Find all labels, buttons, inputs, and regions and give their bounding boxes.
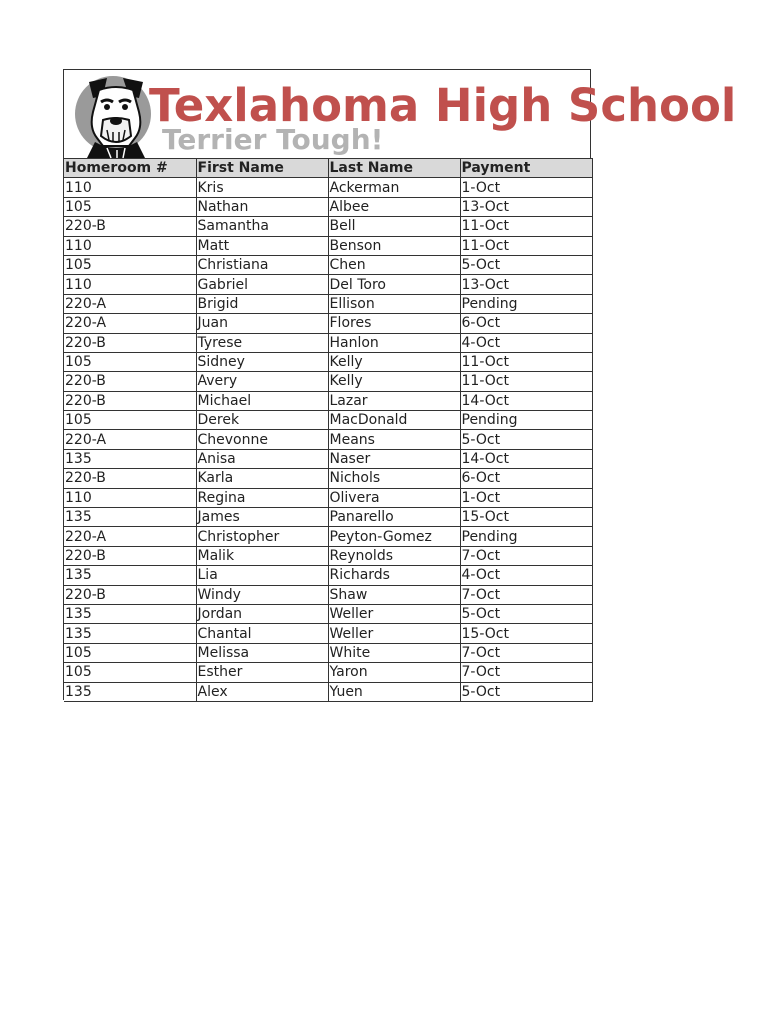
cell-first-name[interactable]: Lia — [196, 566, 328, 585]
cell-last-name[interactable]: Ackerman — [328, 178, 460, 197]
cell-payment[interactable]: 6-Oct — [460, 469, 592, 488]
cell-payment[interactable]: 11-Oct — [460, 352, 592, 371]
cell-last-name[interactable]: Naser — [328, 449, 460, 468]
cell-first-name[interactable]: Jordan — [196, 604, 328, 623]
table-row — [64, 488, 592, 507]
cell-last-name[interactable]: Richards — [328, 566, 460, 585]
cell-payment[interactable]: 15-Oct — [460, 624, 592, 643]
header-first-name[interactable]: First Name — [196, 159, 328, 178]
cell-payment[interactable]: 5-Oct — [460, 430, 592, 449]
cell-last-name[interactable]: Means — [328, 430, 460, 449]
cell-last-name[interactable]: Yaron — [328, 663, 460, 682]
cell-payment[interactable]: 1-Oct — [460, 488, 592, 507]
school-slogan: Terrier Tough! — [162, 123, 384, 156]
cell-payment[interactable]: Pending — [460, 294, 592, 313]
cell-payment[interactable]: 7-Oct — [460, 585, 592, 604]
cell-homeroom[interactable]: 220-B — [64, 585, 196, 604]
payment-table — [64, 158, 593, 702]
cell-first-name[interactable]: Karla — [196, 469, 328, 488]
cell-payment[interactable]: Pending — [460, 411, 592, 430]
table-row — [64, 255, 592, 274]
cell-first-name[interactable]: Anisa — [196, 449, 328, 468]
header-payment[interactable]: Payment — [460, 159, 592, 178]
school-title: Texlahoma High School — [149, 79, 737, 132]
cell-homeroom[interactable]: 220-B — [64, 333, 196, 352]
cell-first-name[interactable]: James — [196, 508, 328, 527]
cell-last-name[interactable]: Reynolds — [328, 546, 460, 565]
header-homeroom[interactable]: Homeroom # — [64, 159, 196, 178]
cell-last-name[interactable]: Peyton-Gomez — [328, 527, 460, 546]
header-last-name[interactable]: Last Name — [328, 159, 460, 178]
table-row — [64, 352, 592, 371]
cell-first-name[interactable]: Samantha — [196, 217, 328, 236]
table-row — [64, 314, 592, 333]
cell-last-name[interactable]: Shaw — [328, 585, 460, 604]
cell-first-name[interactable]: Malik — [196, 546, 328, 565]
cell-last-name[interactable]: Weller — [328, 604, 460, 623]
table-row — [64, 546, 592, 565]
cell-homeroom[interactable]: 220-A — [64, 314, 196, 333]
cell-homeroom[interactable]: 220-A — [64, 527, 196, 546]
cell-payment[interactable]: Pending — [460, 527, 592, 546]
table-row — [64, 391, 592, 410]
table-row — [64, 604, 592, 623]
cell-last-name[interactable]: Kelly — [328, 352, 460, 371]
cell-payment[interactable]: 14-Oct — [460, 391, 592, 410]
cell-homeroom[interactable]: 105 — [64, 352, 196, 371]
table-row — [64, 449, 592, 468]
cell-last-name[interactable]: Benson — [328, 236, 460, 255]
cell-last-name[interactable]: Ellison — [328, 294, 460, 313]
cell-homeroom[interactable]: 220-B — [64, 217, 196, 236]
cell-payment[interactable]: 7-Oct — [460, 643, 592, 662]
cell-homeroom[interactable]: 220-B — [64, 372, 196, 391]
cell-payment[interactable]: 1-Oct — [460, 178, 592, 197]
cell-payment[interactable]: 13-Oct — [460, 197, 592, 216]
cell-homeroom[interactable]: 110 — [64, 178, 196, 197]
cell-first-name[interactable]: Tyrese — [196, 333, 328, 352]
cell-homeroom[interactable]: 110 — [64, 488, 196, 507]
cell-homeroom[interactable]: 135 — [64, 508, 196, 527]
cell-last-name[interactable]: Panarello — [328, 508, 460, 527]
table-row — [64, 275, 592, 294]
table-row — [64, 527, 592, 546]
cell-payment[interactable]: 6-Oct — [460, 314, 592, 333]
cell-first-name[interactable]: Windy — [196, 585, 328, 604]
cell-homeroom[interactable]: 135 — [64, 449, 196, 468]
cell-homeroom[interactable]: 220-A — [64, 430, 196, 449]
table-row — [64, 178, 592, 197]
table-row — [64, 469, 592, 488]
cell-first-name[interactable]: Chevonne — [196, 430, 328, 449]
table-row — [64, 236, 592, 255]
table-row — [64, 566, 592, 585]
cell-homeroom[interactable]: 105 — [64, 411, 196, 430]
cell-first-name[interactable]: Alex — [196, 682, 328, 701]
cell-last-name[interactable]: Del Toro — [328, 275, 460, 294]
cell-first-name[interactable]: Regina — [196, 488, 328, 507]
table-row — [64, 411, 592, 430]
table-row — [64, 197, 592, 216]
cell-last-name[interactable]: White — [328, 643, 460, 662]
cell-first-name[interactable]: Chantal — [196, 624, 328, 643]
cell-last-name[interactable]: MacDonald — [328, 411, 460, 430]
cell-payment[interactable]: 11-Oct — [460, 217, 592, 236]
table-row — [64, 663, 592, 682]
cell-homeroom[interactable]: 220-B — [64, 546, 196, 565]
table-row — [64, 372, 592, 391]
cell-first-name[interactable]: Sidney — [196, 352, 328, 371]
cell-first-name[interactable]: Kris — [196, 178, 328, 197]
cell-homeroom[interactable]: 135 — [64, 566, 196, 585]
table-row — [64, 643, 592, 662]
cell-first-name[interactable]: Brigid — [196, 294, 328, 313]
cell-payment[interactable]: 13-Oct — [460, 275, 592, 294]
cell-homeroom[interactable]: 135 — [64, 604, 196, 623]
cell-homeroom[interactable]: 135 — [64, 682, 196, 701]
spreadsheet — [63, 69, 737, 700]
cell-last-name[interactable]: Albee — [328, 197, 460, 216]
cell-homeroom[interactable]: 220-B — [64, 469, 196, 488]
cell-homeroom[interactable]: 135 — [64, 624, 196, 643]
table-row — [64, 624, 592, 643]
cell-homeroom[interactable]: 105 — [64, 197, 196, 216]
cell-last-name[interactable]: Flores — [328, 314, 460, 333]
cell-first-name[interactable]: Juan — [196, 314, 328, 333]
cell-first-name[interactable]: Avery — [196, 372, 328, 391]
cell-last-name[interactable]: Hanlon — [328, 333, 460, 352]
cell-last-name[interactable]: Yuen — [328, 682, 460, 701]
cell-homeroom[interactable]: 110 — [64, 236, 196, 255]
table-row — [64, 294, 592, 313]
cell-last-name[interactable]: Nichols — [328, 469, 460, 488]
table-row — [64, 508, 592, 527]
table-row — [64, 217, 592, 236]
cell-payment[interactable]: 7-Oct — [460, 663, 592, 682]
table-header-row — [64, 159, 592, 178]
cell-homeroom[interactable]: 220-A — [64, 294, 196, 313]
cell-first-name[interactable]: Derek — [196, 411, 328, 430]
cell-last-name[interactable]: Lazar — [328, 391, 460, 410]
cell-homeroom[interactable]: 105 — [64, 255, 196, 274]
cell-payment[interactable]: 4-Oct — [460, 566, 592, 585]
cell-payment[interactable]: 4-Oct — [460, 333, 592, 352]
cell-first-name[interactable]: Melissa — [196, 643, 328, 662]
cell-homeroom[interactable]: 220-B — [64, 391, 196, 410]
cell-first-name[interactable]: Christopher — [196, 527, 328, 546]
cell-last-name[interactable]: Weller — [328, 624, 460, 643]
cell-payment[interactable]: 5-Oct — [460, 604, 592, 623]
cell-last-name[interactable]: Chen — [328, 255, 460, 274]
cell-payment[interactable]: 14-Oct — [460, 449, 592, 468]
cell-homeroom[interactable]: 105 — [64, 663, 196, 682]
table-row — [64, 333, 592, 352]
cell-payment[interactable]: 11-Oct — [460, 372, 592, 391]
cell-first-name[interactable]: Gabriel — [196, 275, 328, 294]
cell-payment[interactable]: 5-Oct — [460, 682, 592, 701]
cell-payment[interactable]: 15-Oct — [460, 508, 592, 527]
cell-last-name[interactable]: Bell — [328, 217, 460, 236]
table-row — [64, 682, 592, 701]
cell-payment[interactable]: 7-Oct — [460, 546, 592, 565]
cell-first-name[interactable]: Michael — [196, 391, 328, 410]
cell-homeroom[interactable]: 110 — [64, 275, 196, 294]
cell-payment[interactable]: 11-Oct — [460, 236, 592, 255]
school-banner — [64, 70, 737, 158]
terrier-dog-icon — [73, 72, 159, 158]
cell-payment[interactable]: 5-Oct — [460, 255, 592, 274]
cell-first-name[interactable]: Matt — [196, 236, 328, 255]
cell-first-name[interactable]: Esther — [196, 663, 328, 682]
cell-first-name[interactable]: Christiana — [196, 255, 328, 274]
cell-first-name[interactable]: Nathan — [196, 197, 328, 216]
table-body — [64, 178, 592, 702]
table-row — [64, 585, 592, 604]
cell-last-name[interactable]: Olivera — [328, 488, 460, 507]
table-row — [64, 430, 592, 449]
cell-homeroom[interactable]: 105 — [64, 643, 196, 662]
cell-last-name[interactable]: Kelly — [328, 372, 460, 391]
